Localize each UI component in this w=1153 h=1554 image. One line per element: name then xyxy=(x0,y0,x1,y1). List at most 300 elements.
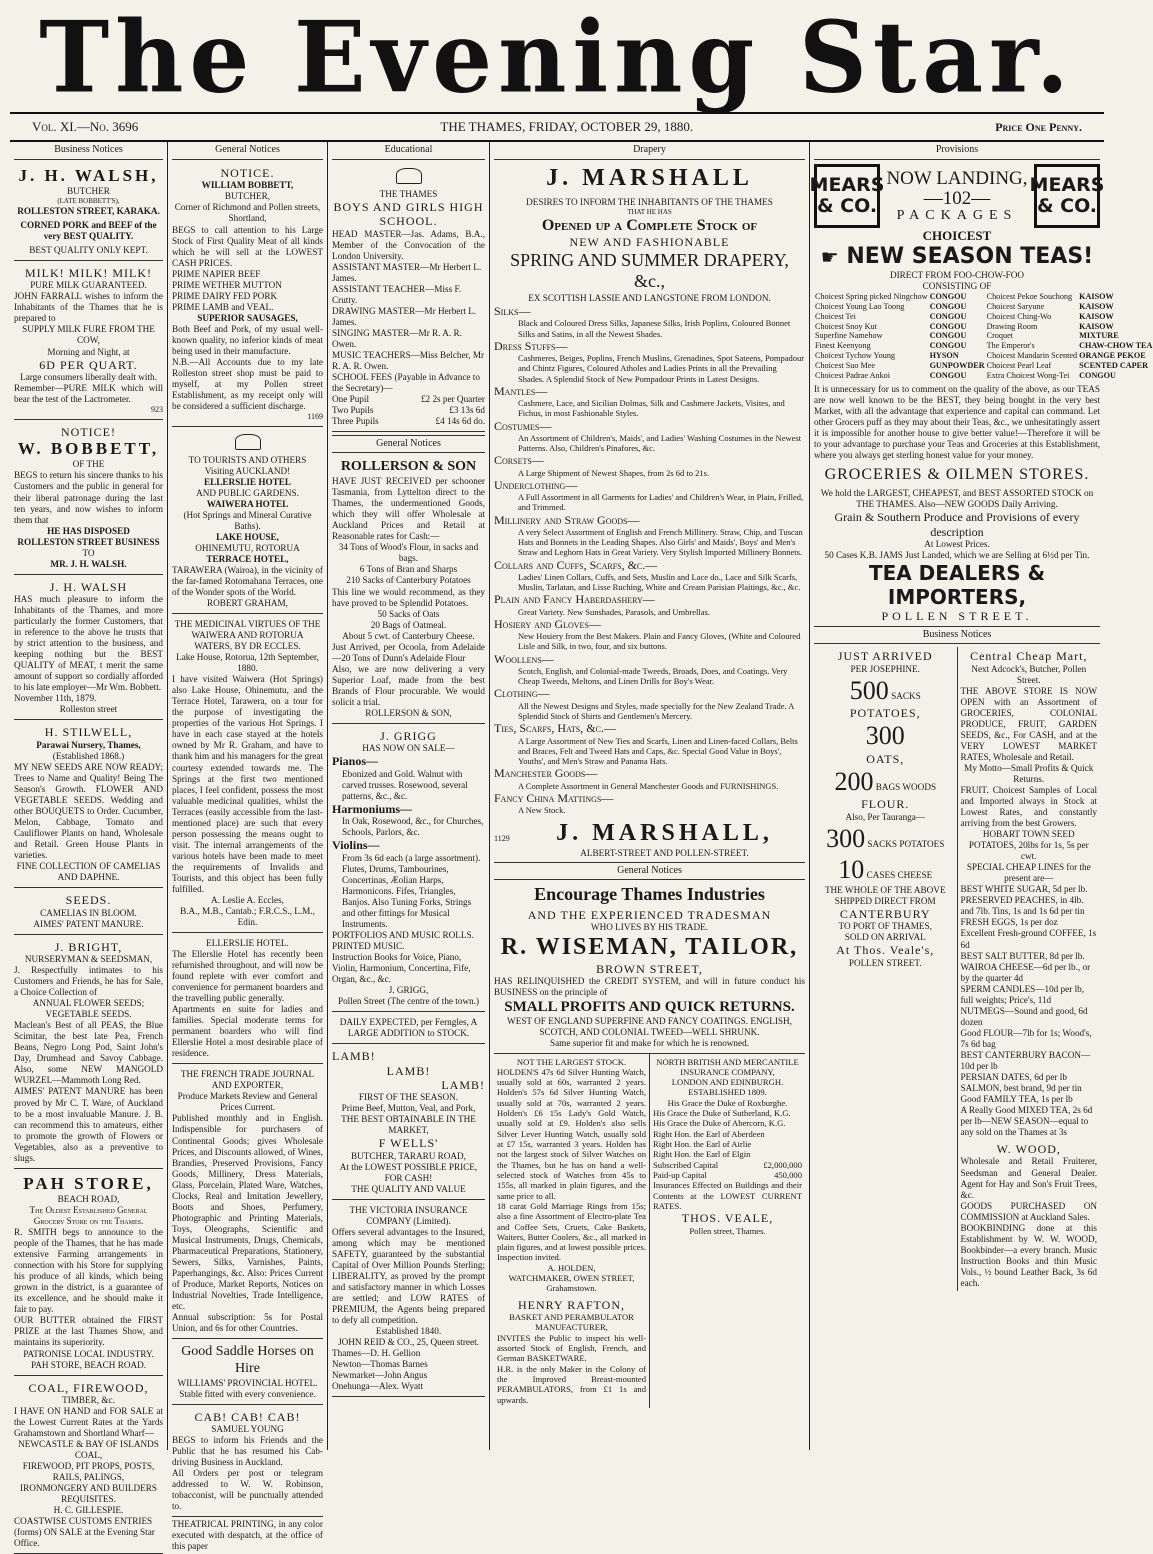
drapery-item xyxy=(494,304,805,339)
ad-text: SUPPLY MILK FURE FROM THE COW, xyxy=(22,324,155,346)
list-item: SPERM CANDLES—10d per lb, full weights; Price's, 11d xyxy=(960,983,1085,1005)
capital-row xyxy=(653,1160,802,1170)
ad-text: GOODS PURCHASED ON COMMISSION at Auckland Sales. xyxy=(960,1200,1097,1222)
ad-text: THE QUALITY AND VALUE xyxy=(351,1183,466,1194)
tea-type: CONGOU xyxy=(929,341,967,351)
ad-text: BEACH ROAD, xyxy=(57,1194,120,1205)
ad-heading: Central Cheap Mart, xyxy=(970,649,1088,664)
ad-text: Produce Markets Review and General Prices Current. xyxy=(177,1091,318,1113)
ad-text: Corner of Richmond and Pollen streets, Shortland, xyxy=(174,202,321,224)
ad-body: THE ABOVE STORE IS NOW OPEN with an Assortment of GROCERIES, COLONIAL PRODUCE, FRUIT, GARDEN SEEDS, &c., For CASH, and at the VERY LOWEST MARKET RATES, Wholesale and Retail. xyxy=(960,685,1097,762)
ad-body: INVITES the Public to inspect his well-assorted Stock of English, French, and German BASKETWARE. xyxy=(497,1332,646,1364)
william-bobbett-notice xyxy=(172,163,323,427)
mears-banner xyxy=(809,164,1105,228)
ad-text: POLLEN STREET. xyxy=(848,957,922,968)
tea-type: CONGOU xyxy=(929,301,967,311)
ad-text: WEST OF ENGLAND SUPERFINE AND FANCY COATINGS. ENGLISH, SCOTCH, AND COLONIAL TWEED—WELL SHRUNK. xyxy=(507,1016,792,1038)
ad-name: H. STILWELL, xyxy=(44,725,133,740)
marshall-name: J. MARSHALL, xyxy=(556,820,773,847)
ad-text: HEAD MASTER—Jas. Adams, B.A., Member of the Convocation of the London University. xyxy=(332,228,485,261)
ad-text: FLOUR. xyxy=(861,797,910,812)
ad-text: AND THE EXPERIENCED TRADESMAN xyxy=(527,907,772,922)
ad-body: I have visited Waiwera (Hot Springs) also Lake House, Ohinemutu, and the Terrace Hotel, Tarawera, on a tour for the purpose of investigating the properties of the various Hot Springs. I have in each case stayed at the hotels owned by Mr R. Graham, and have to thank him and his managers for the great courtesy extended towards me. The Springs at the first two mentioned places, I feel confident, possess the most valuable medicinal qualities, whilst the Terraces (easily accessible from the last-mentioned place) are such that every person possessing the means ought to visit. The internal arrangements of the various hotels have been made to meet the requirements of Invalids and Tourists, and this object has been fully fulfilled. xyxy=(172,674,323,894)
veale-ad xyxy=(814,647,958,1291)
list-item: Onehunga—Alex. Wyatt xyxy=(332,1381,424,1392)
drapery-item xyxy=(494,558,805,593)
quantity: 200 xyxy=(834,766,874,796)
ad-text: At Lowest Prices. xyxy=(924,538,990,549)
crest-icon xyxy=(332,166,485,189)
ad-text: HAS NOW ON SALE— xyxy=(362,743,455,754)
drapery-item xyxy=(494,721,805,766)
fee-value: £2 2s per Quarter xyxy=(420,394,485,405)
tea-type: KAISOW xyxy=(1079,311,1114,321)
drapery-item xyxy=(494,478,805,513)
drapery-desc: Great Variety. New Sunshades, Parasols, and Umbrellas. xyxy=(518,606,710,617)
drapery-item xyxy=(494,791,805,816)
section-header: General Notices xyxy=(332,435,485,453)
list-item: Excellent Fresh-ground COFFEE, 1s 6d xyxy=(960,928,1097,950)
tea-row xyxy=(814,361,1153,371)
ad-text: WATCHMAKER, OWEN STREET, Grahamstown. xyxy=(508,1273,635,1294)
lamb-ad xyxy=(332,1046,485,1200)
ad-text: (Hot Springs and Mineral Curative Baths). xyxy=(183,509,312,531)
list-item: PRIME LAMB and VEAL. xyxy=(172,301,274,312)
ad-text: AIMES' PATENT MANURE. xyxy=(33,918,144,929)
ad-text: Same superior fit and make for which he is renowned. xyxy=(549,1038,749,1049)
rollerson-ad xyxy=(332,456,485,723)
victoria-insurance-ad xyxy=(332,1202,485,1398)
ad-name: W. BOBBETT, xyxy=(17,439,160,459)
fee-label: One Pupil xyxy=(332,394,370,405)
capital-row xyxy=(653,1170,802,1180)
drapery-label: Silks— xyxy=(494,304,531,319)
ad-body: HAS much pleasure to inform the Inhabitants of the Thames, and more particularly the former Customers, that in reference to the above he trusts that by strict attention to the business, and keeping nothing but the BEST QUALITY of MEAT, t merit the same amount of support so cordially afforded to his late employer—Mr Wm. Bobbett. xyxy=(14,594,163,693)
ad-heading: MILK! MILK! MILK! xyxy=(25,265,152,280)
ad-text: 6D PER QUART. xyxy=(39,357,138,372)
ad-heading: THE MEDICINAL VIRTUES OF THE WAIWERA AND ROTORUA WATERS, BY DR ECCLES. xyxy=(174,619,321,652)
section-header: General Notices xyxy=(494,862,805,880)
drapery-list xyxy=(494,304,805,815)
ad-text: Prime Beef, Mutton, Veal, and Pork, xyxy=(341,1103,476,1114)
tea-row xyxy=(814,312,1153,322)
ad-heading: NOTICE! xyxy=(61,424,116,439)
price: Price One Penny. xyxy=(995,119,1082,134)
capital-value: £2,000,000 xyxy=(763,1159,802,1170)
column-2 xyxy=(168,142,328,1552)
fee-row xyxy=(332,416,485,427)
medicinal-ad xyxy=(172,616,323,933)
quantity: 10 xyxy=(838,854,865,884)
ad-text: J. GRIGG, xyxy=(388,985,429,996)
masthead-title: The Evening Star. xyxy=(39,0,1075,116)
list-item: His Grace the Duke of Sutherland, K.G. xyxy=(653,1108,791,1119)
ad-text: ASSISTANT MASTER—Mr Herbert L. James. xyxy=(332,261,482,283)
drapery-desc: A Large Assortment of New Ties and Scarfs, Linen and Linen-faced Collars, Belts and Braces, Felt and Tweed Hats and Caps, &c. Special Good Value in Boys', Youths', and Men's Straw and Panama Hats. xyxy=(518,735,798,766)
teas-heading xyxy=(814,244,1100,270)
quantity: 300 xyxy=(826,823,866,853)
ad-body: J. Respectfully intimates to his Customers and Friends, he has for Sale, a Choice Collection of xyxy=(14,965,163,998)
walsh2-ad xyxy=(14,577,163,721)
ad-text: PAH STORE, BEACH ROAD. xyxy=(30,1359,147,1370)
holden-ad xyxy=(494,1054,650,1408)
daily-expected-ad: DAILY EXPECTED, per Ferngles, A LARGE ADDITION to STOCK. xyxy=(332,1014,485,1044)
ad-text: Next Adcock's, Butcher, Pollen Street. xyxy=(971,663,1087,685)
central-cheap-mart-ad xyxy=(958,647,1101,1291)
ad-text: Pollen street, Thames. xyxy=(689,1225,766,1236)
bright-ad xyxy=(14,937,163,1169)
ad-text: FIREWOOD, PIT PROPS, POSTS, RAILS, PALINGS, xyxy=(22,1461,155,1483)
drapery-item xyxy=(494,652,805,687)
ad-text: THE WHOLE OF THE ABOVE xyxy=(824,884,946,895)
ad-text: DESIRES TO INFORM THE INHABITANTS OF THE THAMES xyxy=(526,196,773,207)
ad-text: My Motto—Small Profits & Quick Returns. xyxy=(964,763,1094,785)
ad-name: WILLIAM BOBBETT, xyxy=(201,180,294,191)
ad-name: BOYS AND GIRLS HIGH SCHOOL. xyxy=(333,200,484,229)
drapery-desc: Black and Coloured Dress Silks, Japanese Silks, Irish Poplins, Coloured Bonnet Silks and Satins, in all the Newest Shades. xyxy=(518,318,791,339)
tea-type: KAISOW xyxy=(1079,301,1114,311)
list-item: PERSIAN DATES, 6d per lb xyxy=(960,1071,1067,1082)
list-item: Right Hon. the Earl of Airlie xyxy=(653,1139,752,1149)
quantity: 500 xyxy=(849,675,889,705)
list-item: Newton—Thomas Barnes xyxy=(332,1359,428,1370)
ad-heading: NOT THE LARGEST STOCK. xyxy=(516,1056,627,1067)
ad-name: J. H. WALSH, xyxy=(18,166,159,185)
french-journal-ad xyxy=(172,1066,323,1339)
tea-name: Choicest Spring picked Ningchow xyxy=(815,292,928,302)
list-item: PRIME NAPIER BEEF xyxy=(172,268,261,279)
grigg-ad xyxy=(332,726,485,1012)
ad-body: AIMES' PATENT MANURE has been proved by Mr C. T. Ware, of Auckland to be a most invaluable Manure. J. B. can recommend this to amateurs, either to promote the growth of Flowers or Vegetables, also as a preventive to slugs. xyxy=(14,1086,163,1163)
ad-body: R. SMITH begs to announce to the people of the Thames, that he has made extensive Farming arrangements in connection with his Store for supplying his produce of all kinds, which being grown in the district, is a guarantee of its excellence, and he should make it fair to pay. xyxy=(14,1227,163,1315)
ad-name: J. H. WALSH xyxy=(49,579,128,594)
ad-body: JOHN FARRALL wishes to inform the Inhabitants of the Thames that he is prepared to xyxy=(14,291,163,324)
ad-text: TO PORT OF THAMES, xyxy=(838,921,932,932)
ad-heading: Opened up a Complete Stock of xyxy=(541,217,758,235)
tea-name: Choicest Saryune xyxy=(986,301,1045,311)
ad-name: F WELLS' xyxy=(378,1136,439,1151)
now-landing xyxy=(886,169,1027,224)
ad-text: ROLLESTON STREET BUSINESS xyxy=(17,536,160,547)
tea-name: Extra Choicest Wong-Tei xyxy=(986,370,1070,380)
ad-text: HE HAS DISPOSED xyxy=(47,525,130,536)
ad-body: Offers several advantages to the Insured, among which may be mentioned SAFETY, guaranteed by the substantial Capital of Over Million Pounds Sterling; LIBERALITY, as proved by the prompt and satisfactory manner in which Losses are settled; and LOW RATES of PREMIUM, the Agents being prepared to defy all competition. xyxy=(332,1227,485,1326)
ad-body: MY NEW SEEDS ARE NOW READY; Trees to Name and Quality! Being The Season's Growth. FLOWER AND VEGETABLE SEEDS. Wedding and other BOUQUETS to Order. Cucumber, Melon, Cabbage, Tomato and Cauliflower Plants on hand, Wholesale and Retail. Green House Plants in varieties. xyxy=(14,761,163,861)
ad-body: HAS RELINQUISHED the CREDIT SYSTEM, and will in future conduct his BUSINESS on the principle of xyxy=(494,976,805,998)
drapery-desc: New Hosiery from the Best Makers. Plain and Fancy Gloves, (White and Coloured Lisle and Silk, in two, four, and six buttons. xyxy=(518,631,801,652)
ad-text: WHO LIVES BY HIS TRADE. xyxy=(590,922,709,933)
ad-name: HENRY RAFTON, xyxy=(517,1297,625,1312)
ad-text: COASTWISE CUSTOMS ENTRIES (forms) ON SALE at the Evening Star Office. xyxy=(14,1516,155,1549)
ad-body: BEGS to return his sincere thanks to his Customers and the public in general for their liberal patronage during the last ten years, and now wishes to inform them that xyxy=(14,470,163,525)
ad-body: Published monthly and in English. Indispensible for purchasers of Continental Goods; gives Wholesale Prices, and Discounts allowed, of Wines, Brandies, Preserved Provisions, Fancy Goods, Millinery, Dress Materials, Glass, Porcelain, Plated Ware, Watches, Clocks, Real and Imitation Jewellery, Boots and Shoes, Perfumery, Photographic and Printing Materials, Toys, Oleographs, Scientific and Musical Instruments, Drugs, Chemicals, Pharmaceutical Preparations, Stationery, Sewers, Silks, Varnishes, Paints, Paperhangings, &c. Also: Prices Current of Produce, Market Reports, Notices on Industrial Novelties, Trade Intelligence, etc. xyxy=(172,1113,323,1311)
tea-name: Choicest Suo Mee xyxy=(815,360,876,370)
tea-name: Finest Keenyong xyxy=(815,341,871,351)
ad-body: Apartments en suite for ladies and families. Special moderate terms for permanent boarders who will find Ellerslie Hotel a most desirable place of residence. xyxy=(172,1004,323,1059)
ad-text: EX SCOTTISH LASSIE AND LANGSTONE FROM LONDON. xyxy=(528,292,771,303)
drapery-desc: Cashmeres, Beiges, Poplins, French Muslins, Grenadines, Spot Sateens, Pompadour and Chintz Figures, Coloured Atholes and Ladies Prints in all the Prevailing Shades. A Splendid Stock of New Pompadour Prints in Latest Designs. xyxy=(518,353,805,384)
list-item: 20 Bags of Oatmeal. xyxy=(370,619,447,630)
ad-heading: SMALL PROFITS AND QUICK RETURNS. xyxy=(504,999,795,1016)
ad-body: BEGS to call attention to his Large Stock of First Quality Meat of all kinds which he will sell at the LOWEST CASH PRICES. xyxy=(172,224,323,268)
drapery-label: Collars and Cuffs, Scarfs, &c.— xyxy=(494,557,658,572)
ad-text: Lake House, Rotorua, 12th September, 1880. xyxy=(176,652,319,674)
ad-text: November 11th, 1879. xyxy=(14,693,97,704)
ad-heading: Encourage Thames Industries xyxy=(534,884,765,905)
ad-text: Also, we are now delivering a very Superior Loaf, made from the best Brands of Flour procurable. We would solicit a trial. xyxy=(332,663,485,707)
place-date: THE THAMES, FRIDAY, OCTOBER 29, 1880. xyxy=(440,119,694,134)
ad-body: HOLDEN'S 47s 6d Silver Hunting Watch, usually sold at 60s, warranted 2 years. Holden's 57s 6d Silver Hunting Watch, usually sold at 70s, warranted 2 years. Holden's £6 15s Lady's Gold Watch, usually sold at £9. Holden's also sells Silver Lever Hunting Watch, usually sold at £7 15s, warranted 3 years. Holden has not the largest stock of Silver Watches on the Thames, but he has on hand a well-selected stock of Watches from 45s to 155s, all marked in plain figures, and the same price to all. xyxy=(497,1066,646,1201)
walsh-ad xyxy=(14,163,163,261)
ad-heading: NORTH BRITISH AND MERCANTILE INSURANCE COMPANY, xyxy=(656,1056,799,1077)
ad-text: Remember—PURE MILK which will bear the test of the Lactrometer. xyxy=(14,382,163,404)
tea-type: CONGOU xyxy=(929,292,967,302)
ad-text: BAGS WOODS xyxy=(875,781,937,792)
tea-type: CHAW-CHOW TEA xyxy=(1079,341,1153,351)
ad-text: MR. J. H. WALSH. xyxy=(50,558,127,569)
ad-text: Pollen Street (The centre of the town.) xyxy=(337,996,480,1007)
ad-heading: TO TOURISTS AND OTHERS xyxy=(188,454,307,465)
ad-text: TIMBER, &c. xyxy=(62,1394,115,1405)
list-item: SALMON, best brand, 9d per tin xyxy=(960,1082,1082,1093)
tea-row xyxy=(814,351,1153,361)
ad-body: The Ellerslie Hotel has recently been refurnished throughout, and will now be found replete with ever comfort and convenience for permanent boarders and the travelling public generally. xyxy=(172,949,323,1004)
tea-name: Choicest Mandarin Scented xyxy=(986,351,1078,361)
fee-value: £3 13s 6d xyxy=(449,405,485,416)
ad-name: PAH STORE, xyxy=(23,1173,154,1193)
ad-heading: GROCERIES & OILMEN STORES. xyxy=(824,465,1090,483)
seeds-ad xyxy=(14,890,163,934)
ad-text: Just Arrived, per Ocoola, from Adelaide—20 Tons of Dunn's Adelaide Flour xyxy=(332,641,485,663)
tea-row xyxy=(814,292,1153,302)
ad-name: ROLLERSON & SON xyxy=(340,459,477,475)
ad-text: PURE MILK GUARANTEED. xyxy=(30,280,147,291)
ad-text: In Oak, Rosewood, &c., for Churches, Schools, Parlors, &c. xyxy=(342,816,484,838)
list-item: 210 Sacks of Canterbury Potatoes xyxy=(346,575,471,586)
ad-heading: THE FRENCH TRADE JOURNAL AND EXPORTER, xyxy=(180,1069,315,1091)
ad-text: ROLLERSON & SON, xyxy=(365,707,452,718)
ad-heading: THE VICTORIA INSURANCE COMPANY (Limited). xyxy=(349,1204,468,1226)
drapery-label: Clothing— xyxy=(494,686,550,701)
ad-heading: COAL, FIREWOOD, xyxy=(28,1380,149,1395)
tea-type: MIXTURE xyxy=(1079,331,1119,341)
ad-text: Violins— xyxy=(332,838,380,853)
ad-text: ANNUAL FLOWER SEEDS; xyxy=(32,998,145,1009)
list-item: A Really Good MIXED TEA, 2s 6d per lb—NEW SEASON—equal to any sold on the Thames at 3s xyxy=(960,1104,1093,1138)
drapery-desc: A Large Shipment of Newest Shapes, from 2s 6d to 21s. xyxy=(518,467,710,478)
ad-text: SPECIAL CHEAP LINES for the present are— xyxy=(966,862,1091,884)
ad-text: Also, Per Tauranga— xyxy=(845,811,926,822)
cab-ad xyxy=(172,1407,323,1518)
bobbett-notice xyxy=(14,422,163,575)
ad-text: WAIWERA HOTEL xyxy=(206,498,289,509)
ad-text: CHOICEST xyxy=(922,228,992,243)
ad-text: CAMELIAS IN BLOOM. xyxy=(40,907,137,918)
ad-heading: TEA DEALERS & IMPORTERS, xyxy=(868,560,1046,609)
fee-label: Two Pupils xyxy=(332,405,374,416)
stilwell-ad xyxy=(14,722,163,888)
drapery-item xyxy=(494,766,805,791)
ad-text: HOBART TOWN SEED POTATOES, 20lbs for 1s, 5s per cwt. xyxy=(968,829,1089,862)
ad-text: IRONMONGERY AND BUILDERS REQUISITES. xyxy=(20,1483,157,1505)
ad-heading: LAMB! xyxy=(441,1077,485,1092)
ad-heading: LAMB! xyxy=(332,1049,376,1064)
ad-name: THOS. VEALE, xyxy=(681,1211,774,1226)
list-item: FRESH EGGS, 1s per doz xyxy=(960,917,1058,928)
drapery-item xyxy=(494,617,805,652)
ad-name: J. GRIGG xyxy=(380,728,437,743)
drapery-label: Fancy China Mattings— xyxy=(494,790,614,805)
ad-body: HAVE JUST RECEIVED per schooner Tasmania, from Lyttelton direct to the Thames, the undermentioned Goods, which they will offer Wholesale at Auckland Prices and Retail at Reasonable rates for Cash:— xyxy=(332,476,485,542)
ad-name: SAMUEL YOUNG xyxy=(211,1424,284,1435)
list-item: About 5 cwt. of Canterbury Cheese. xyxy=(342,630,475,641)
ad-text: Pianos— xyxy=(332,754,379,769)
list-item: This line we would recommend, as they have proved to be Splendid Potatoes. xyxy=(332,586,485,608)
tea-type: CONGOU xyxy=(929,311,967,321)
drapery-label: Hosiery and Gloves— xyxy=(494,616,601,631)
ad-heading: —102— xyxy=(923,187,991,209)
tea-row xyxy=(814,331,1153,341)
capital-label: Subscribed Capital xyxy=(653,1159,719,1170)
theatrical-ad: THEATRICAL PRINTING, in any color executed with despatch, at the office of this paper xyxy=(172,1519,323,1552)
column-4 xyxy=(490,142,810,1450)
drapery-desc: An Assortment of Children's, Maids', and Ladies' Washing Costumes in the Newest Patterns. Also, Children's Pinafores, &c. xyxy=(518,432,802,454)
ad-name: A. HOLDEN, xyxy=(547,1262,596,1273)
ad-body: TARAWERA (Wairoa), in the vicinity of the far-famed Rotomahana Terraces, one of the Wonder spots of the World. xyxy=(172,564,323,598)
fee-value: £4 14s 6d do. xyxy=(435,416,485,427)
ad-body: FRUIT. Choicest Samples of Local and Imported always in Stock at Lowest Rates, and constantly arriving from the best Growers. xyxy=(960,785,1097,829)
drapery-desc: Ladies' Linen Collars, Cuffs, and Sets, Muslin and Lace do., Lace and Silk Scarfs, Muslin, Tarlatan, and Lisse Ruching, White and Cream Parisian Plaitings, &c., &c. xyxy=(518,571,801,593)
drapery-desc: A very Select Assortment of English and French Millinery. Straw, Chip, and Tuscan Hats and Bonnets in the Leading Shapes. Also Girls' and Maids', Boys' and Men's Straw and Leghorn Hats in Great Variety. Very Stylish Imported Millinery Bonnets. xyxy=(518,527,803,558)
ad-text: NEWCASTLE & BAY OF ISLANDS COAL, xyxy=(18,1439,159,1461)
tea-row xyxy=(814,302,1153,312)
tea-row xyxy=(814,371,1153,381)
ad-name: W. WOOD, xyxy=(996,1142,1061,1157)
ad-text: FIRST OF THE SEASON. xyxy=(358,1092,459,1103)
ad-heading: ELLERSLIE HOTEL. xyxy=(206,937,289,948)
ad-text: THE BEST OBTAINABLE IN THE MARKET, xyxy=(341,1114,476,1136)
tea-name: Superfine Namehow xyxy=(815,331,883,341)
drapery-label: Corsets— xyxy=(494,453,544,468)
teas-label: NEW SEASON TEAS! xyxy=(846,243,1094,269)
tea-name: Choicest Tychow Young xyxy=(815,351,896,361)
wiseman-name: R. WISEMAN, TAILOR, xyxy=(500,934,799,961)
columns xyxy=(10,140,1153,1552)
ad-heading: Good Saddle Horses on Hire xyxy=(181,1344,314,1376)
drapery-desc: A Complete Assortment in General Manchester Goods and FURNISHINGS. xyxy=(518,780,779,791)
ad-text: SUPERIOR SAUSAGES, xyxy=(197,312,298,323)
ad-text: CORNED PORK and BEEF of the very BEST QUALITY. xyxy=(20,219,157,241)
ad-text: POLLEN STREET. xyxy=(881,608,1033,623)
ad-text: TO xyxy=(82,547,95,558)
ad-text: Annual subscription: 5s for Postal Union, and 6s for other Countries. xyxy=(172,1312,323,1334)
ad-body: H.R. is the only Maker in the Colony of the Improved Breast-mounted PERAMBULATORS, from £1 1s and upwards. xyxy=(497,1363,646,1405)
ad-text: NEW AND FASHIONABLE xyxy=(569,235,730,250)
ad-body: N.B.—All Accounts due to my late Rolleston street shop must be paid to myself, at my Pollen street Establishment, as my receipt only will be considered a sufficient discharge. xyxy=(172,356,323,412)
tea-name: Drawing Room xyxy=(986,321,1038,331)
ad-text: DIRECT FROM FOO-CHOW-FOO xyxy=(889,269,1025,280)
list-item: Thames—D. H. Gellion xyxy=(332,1348,421,1359)
drapery-item xyxy=(494,384,805,419)
tea-type: SCENTED CAPER xyxy=(1079,360,1149,370)
ad-number: 1129 xyxy=(494,834,510,844)
ad-text: Large consumers liberally dealt with. xyxy=(20,371,157,382)
ad-body: All Orders per post or telegram addressed to W. W. Robinson, tobacconist, will be punctually attended to. xyxy=(172,1468,323,1512)
tea-type: KAISOW xyxy=(1079,292,1114,302)
crest-icon xyxy=(172,432,323,455)
list-item: Good FAMILY TEA, 1s per lb xyxy=(960,1093,1073,1104)
ad-text: Instruction Books for Voice, Piano, Violin, Harmonium, Concertina, Fife, Organ, &c., &c. xyxy=(332,951,471,984)
masthead xyxy=(10,0,1104,116)
ad-heading: THE THAMES xyxy=(379,189,438,200)
list-item: His Grace the Duke of Abercorn, K.G. xyxy=(653,1118,786,1129)
drapery-label: Dress Stuffs— xyxy=(494,338,568,353)
ad-text: At the LOWEST POSSIBLE PRICE, FOR CASH! xyxy=(339,1161,478,1183)
ad-text: BUTCHER, xyxy=(224,191,271,202)
section-header: Business Notices xyxy=(814,626,1100,644)
fee-row xyxy=(332,405,485,416)
tea-type: ORANGE PEKOE xyxy=(1079,351,1146,361)
list-item: WAIROA CHEESE—6d per lb., or by the quarter 4d xyxy=(960,961,1091,983)
pointing-hand-icon: ☛ xyxy=(820,244,839,269)
ad-text: B.A., M.B., Cantab.; F.R.C.S., L.M., Edin. xyxy=(180,905,315,927)
mears-logo: MEARS & CO. xyxy=(814,164,880,228)
tea-type: CONGOU xyxy=(1079,370,1116,380)
ad-text: OUR BUTTER obtained the FIRST PRIZE at the last Thames Show, and maintains its superiority. xyxy=(14,1315,163,1348)
ad-text: OATS, xyxy=(866,751,905,766)
ad-body: Both Beef and Pork, of my usual well-known quality, no inferior kinds of meat being used in their manufacture. xyxy=(172,323,323,356)
marshall-name: J. MARSHALL xyxy=(546,165,753,191)
ad-text: BEST QUALITY ONLY KEPT. xyxy=(29,244,148,255)
north-british-ad xyxy=(650,1054,805,1408)
drapery-label: Manchester Goods— xyxy=(494,766,598,781)
tea-name: Choicest Snoy Kut xyxy=(815,321,877,331)
fee-row xyxy=(332,394,485,405)
tea-type: KAISOW xyxy=(1079,321,1114,331)
list-item: Right Hon. the Earl of Elgin xyxy=(653,1149,751,1160)
footer-block xyxy=(524,819,805,859)
ad-body: BOOKBINDING done at this Establishment by W. W. WOOD, Bookbinder—a every branch. Music Instruction Books and thin Music Vols., ½ bound Leather Back, 3s 6d each. xyxy=(960,1222,1097,1288)
ad-text: From 3s 6d each (a large assortment). Flutes, Drums, Tambourines, Concertinas, Æolian Harps, Harmonicons. Fifes, Triangles, Banjos. Also Tuning Forks, Strings and other fittings for Musical Instruments. xyxy=(342,852,481,929)
drapery-label: Costumes— xyxy=(494,418,552,433)
ad-text: SCHOOL FEES (Payable in Advance to the Secretary)— xyxy=(332,372,480,394)
coal-ad xyxy=(14,1378,163,1554)
drapery-desc: All the Newest Designs and Styles, made specially for the New Zealand Trade. A Splendid Stock of Shirts and Gentlemen's Mercery. xyxy=(518,700,794,722)
fee-label: Three Pupils xyxy=(332,416,379,427)
drapery-desc: Scotch, English, and Colonial-made Tweeds, Broads, Does, and Coatings. Very Cheap Tweeds, Meltons, and Linen Drills for Boy's Wear. xyxy=(518,666,788,687)
ad-text: ALBERT-STREET AND POLLEN-STREET. xyxy=(580,848,749,859)
ad-name: J. BRIGHT, xyxy=(54,939,123,954)
column-1 xyxy=(10,142,168,1549)
ad-text: Ebonized and Gold. Walnut with carved trusses. Rosewood, several patterns, &c., &c. xyxy=(342,768,468,801)
ad-text: 34 Tons of Wood's Flour, in sacks and bags. xyxy=(338,542,479,564)
tourists-ad xyxy=(172,429,323,614)
tea-name: Choicest Padrae Ankoi xyxy=(815,370,891,380)
drapery-label: Plain and Fancy Haberdashery— xyxy=(494,592,655,607)
drapery-item xyxy=(494,686,805,721)
ad-trade: BUTCHER xyxy=(67,186,110,197)
list-item: BEST WHITE SUGAR, 5d per lb. xyxy=(960,884,1088,895)
ad-text: OHINEMUTU, ROTORUA xyxy=(195,542,300,553)
ad-text: LONDON AND EDINBURGH. xyxy=(671,1077,784,1088)
ad-body: It is unnecessary for us to comment on the quality of the above, as our TEAS are now well known to be the BEST, they being bought in the very best Market, with all the advantage that experience and capital can command. Let other Grocers puff as they may about their Teas, &c., we unhesitatingly assert it is impossible for another house to give better value!—Therefore it will be to your advantage to purchase your Teas and Groceries at this Establishment, where you always get sterling honest value for your money. xyxy=(814,383,1100,460)
ad-number: 1169 xyxy=(307,412,323,422)
tea-type: GUNPOWDER xyxy=(929,360,985,370)
ad-text: (Established 1868.) xyxy=(52,750,125,761)
ad-text: SHIPPED DIRECT FROM xyxy=(834,895,936,906)
ad-text: Morning and Night, at xyxy=(47,346,130,357)
ad-text: OF THE xyxy=(72,459,105,470)
